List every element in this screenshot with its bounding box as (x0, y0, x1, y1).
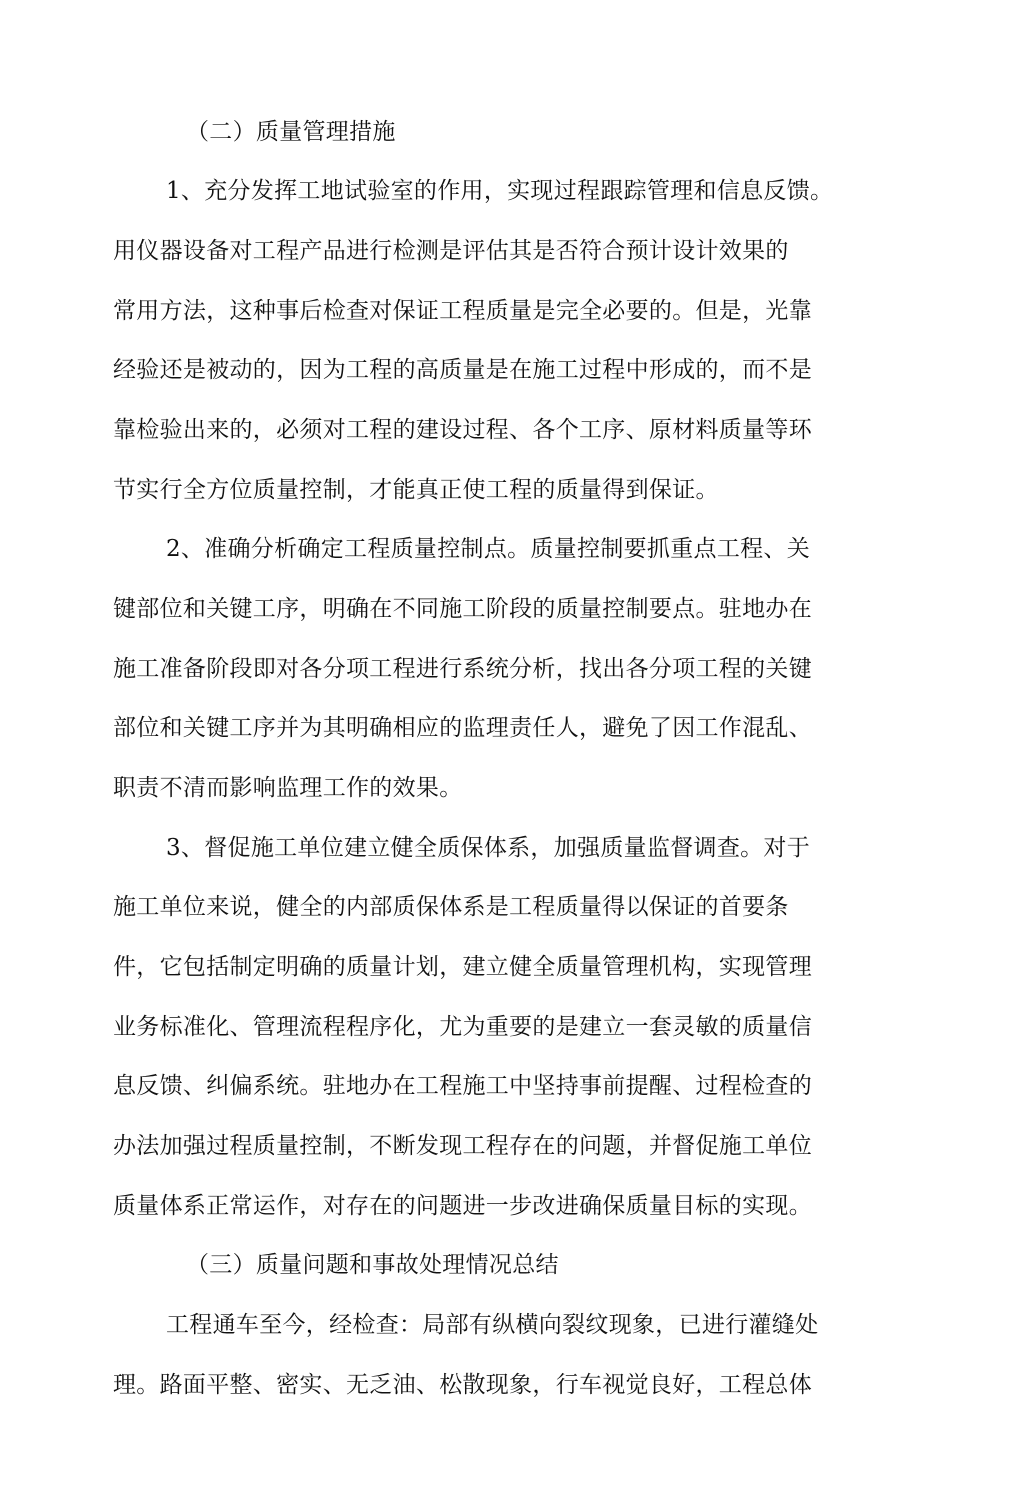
paragraph-1-line-1: 1、充分发挥工地试验室的作用，实现过程跟踪管理和信息反馈。 (166, 178, 834, 204)
paragraph-1-line-6: 节实行全方位质量控制，才能真正使工程的质量得到保证。 (113, 477, 719, 503)
paragraph-1-line-4: 经验还是被动的，因为工程的高质量是在施工过程中形成的，而不是 (113, 357, 812, 383)
paragraph-3-line-7: 质量体系正常运作，对存在的问题进一步改进确保质量目标的实现。 (113, 1193, 812, 1219)
paragraph-1-line-2: 用仪器设备对工程产品进行检测是评估其是否符合预计设计效果的 (113, 238, 789, 264)
paragraph-3-line-5: 息反馈、纠偏系统。驻地办在工程施工中坚持事前提醒、过程检查的 (113, 1073, 812, 1099)
paragraph-3-line-2: 施工单位来说，健全的内部质保体系是工程质量得以保证的首要条 (113, 894, 789, 920)
paragraph-2-line-2: 键部位和关键工序，明确在不同施工阶段的质量控制要点。驻地办在 (113, 596, 812, 622)
paragraph-2-line-5: 职责不清而影响监理工作的效果。 (113, 775, 463, 801)
paragraph-4-line-1: 工程通车至今，经检查：局部有纵横向裂纹现象，已进行灌缝处 (166, 1312, 819, 1338)
paragraph-2-line-4: 部位和关键工序并为其明确相应的监理责任人，避免了因工作混乱、 (113, 715, 812, 741)
section-heading-incident-summary: （三）质量问题和事故处理情况总结 (186, 1252, 559, 1278)
section-heading-quality-measures: （二）质量管理措施 (186, 119, 396, 145)
paragraph-3-line-1: 3、督促施工单位建立健全质保体系，加强质量监督调查。对于 (166, 835, 811, 861)
paragraph-2-line-1: 2、准确分析确定工程质量控制点。质量控制要抓重点工程、关 (166, 536, 811, 562)
paragraph-4-line-2: 理。路面平整、密实、无乏油、松散现象，行车视觉良好，工程总体 (113, 1372, 812, 1398)
paragraph-1-line-3: 常用方法，这种事后检查对保证工程质量是完全必要的。但是，光靠 (113, 298, 812, 324)
paragraph-3-line-4: 业务标准化、管理流程程序化，尤为重要的是建立一套灵敏的质量信 (113, 1014, 812, 1040)
paragraph-3-line-6: 办法加强过程质量控制，不断发现工程存在的问题，并督促施工单位 (113, 1133, 812, 1159)
paragraph-1-line-5: 靠检验出来的，必须对工程的建设过程、各个工序、原材料质量等环 (113, 417, 812, 443)
paragraph-3-line-3: 件，它包括制定明确的质量计划，建立健全质量管理机构，实现管理 (113, 954, 812, 980)
paragraph-2-line-3: 施工准备阶段即对各分项工程进行系统分析，找出各分项工程的关键 (113, 656, 812, 682)
